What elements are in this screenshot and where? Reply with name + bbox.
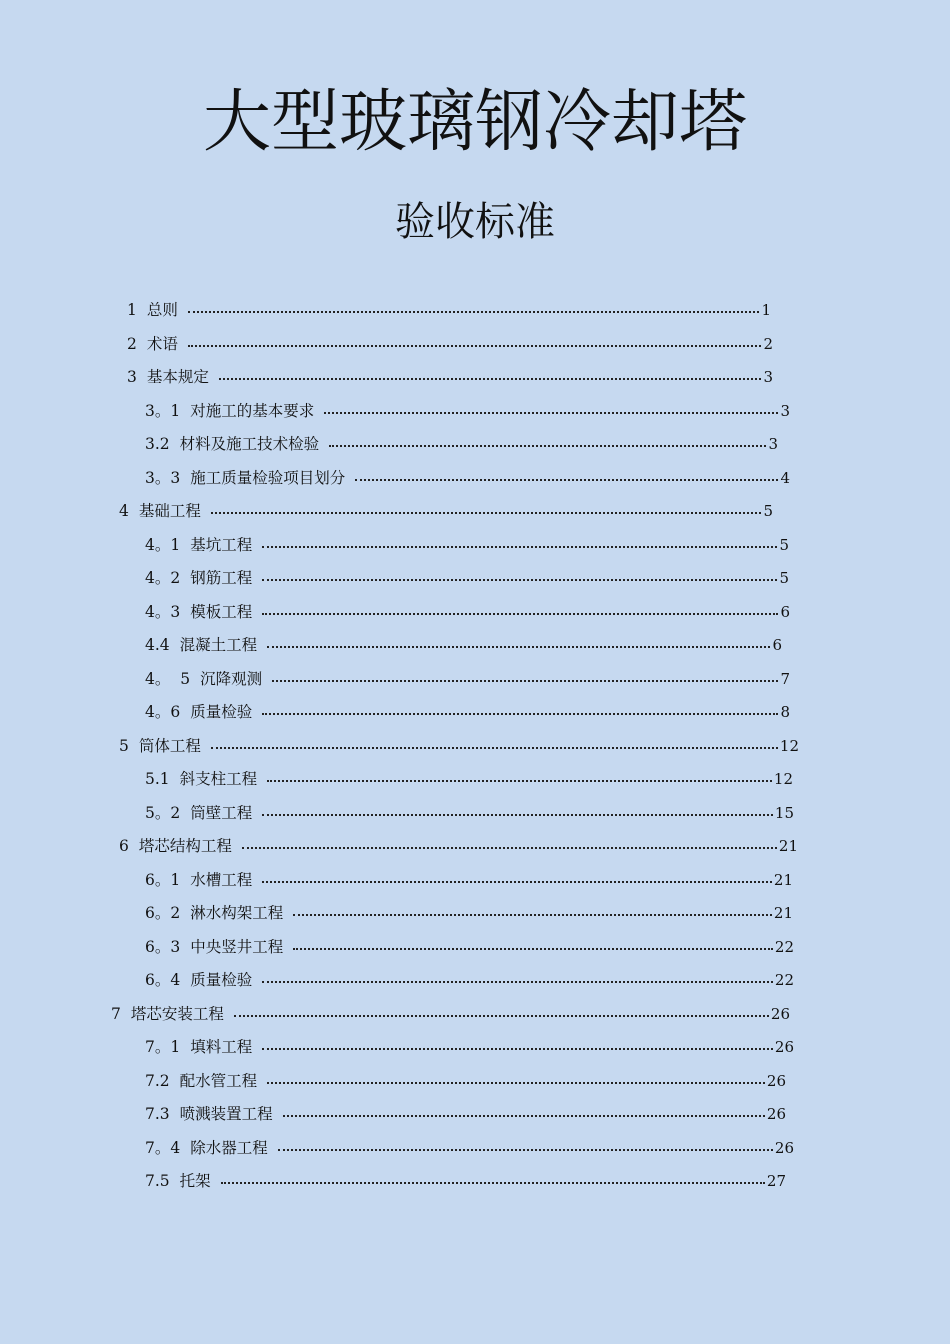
toc-entry-label: 托架 (179, 1172, 211, 1190)
toc-leader-dots (221, 1180, 765, 1184)
toc-entry (145, 700, 790, 726)
toc-leader-dots (293, 912, 772, 916)
toc-entry-label: 基本规定 (146, 368, 209, 386)
toc-entry (145, 566, 789, 592)
toc-leader-dots (234, 1013, 769, 1017)
toc-entry-page: 12 (779, 736, 799, 755)
toc-leader-dots (262, 1046, 773, 1050)
document-title: 大型玻璃钢冷却塔 (202, 83, 747, 162)
toc-entry-number: 4。 5 (145, 669, 191, 688)
toc-entry-number: 4。2 (145, 569, 181, 587)
toc-entry-label: 淋水构架工程 (190, 904, 284, 922)
toc-entry-page: 26 (770, 1004, 790, 1023)
toc-entry-page: 26 (766, 1105, 786, 1123)
toc-entry-label: 水槽工程 (190, 870, 253, 889)
toc-entry-number: 7 (111, 1004, 121, 1023)
toc-leader-dots (262, 577, 777, 581)
toc-leader-dots (262, 711, 778, 715)
toc-entry-number: 6。2 (145, 904, 181, 922)
toc-entry (145, 935, 794, 961)
toc-leader-dots (211, 745, 778, 749)
toc-leader-dots (211, 510, 762, 514)
toc-entry (145, 901, 793, 927)
toc-leader-dots (262, 979, 773, 983)
toc-entry-label: 喷溅装置工程 (179, 1105, 273, 1123)
toc-entry-number: 3。3 (145, 468, 181, 487)
toc-entry-label: 筒体工程 (138, 736, 201, 755)
toc-entry-number: 7.2 (145, 1071, 170, 1090)
toc-leader-dots (262, 544, 777, 548)
toc-entry-page: 26 (766, 1071, 786, 1090)
toc-entry-page: 5 (779, 535, 789, 554)
toc-entry-number: 3。1 (145, 401, 181, 420)
toc-entry-label: 基础工程 (138, 502, 201, 520)
toc-entry-number: 3.2 (145, 435, 170, 453)
toc-leader-dots (283, 1113, 765, 1117)
toc-entry (145, 399, 790, 425)
toc-entry (127, 298, 771, 324)
toc-entry-page: 3 (780, 401, 790, 420)
toc-entry (145, 801, 794, 827)
toc-leader-dots (329, 443, 766, 447)
toc-entry-page: 15 (774, 803, 794, 822)
toc-entry (127, 365, 773, 391)
toc-entry-label: 斜支柱工程 (179, 770, 258, 788)
toc-entry-number: 6。3 (145, 937, 181, 956)
toc-entry (145, 1136, 794, 1162)
toc-entry-number: 4.4 (145, 636, 170, 654)
toc-leader-dots (188, 309, 760, 313)
toc-entry-number: 1 (127, 301, 137, 319)
toc-entry-number: 6 (119, 837, 129, 855)
toc-entry-page: 21 (773, 904, 793, 922)
toc-entry-page: 26 (774, 1038, 794, 1056)
toc-entry (145, 1069, 786, 1095)
toc-entry-number: 2 (127, 334, 137, 353)
toc-leader-dots (267, 778, 772, 782)
document-subtitle: 验收标准 (395, 199, 555, 245)
toc-entry (145, 968, 794, 994)
toc-entry-number: 5.1 (145, 770, 170, 788)
toc-entry-number: 7。4 (145, 1138, 181, 1157)
toc-entry (119, 834, 798, 860)
toc-leader-dots (267, 644, 770, 648)
toc-entry (145, 600, 790, 626)
toc-entry-number: 4 (119, 502, 129, 520)
toc-leader-dots (293, 946, 773, 950)
toc-entry-number: 4。6 (145, 703, 181, 721)
toc-entry-number: 3 (127, 368, 137, 386)
toc-leader-dots (355, 477, 778, 481)
toc-leader-dots (262, 879, 772, 883)
toc-entry-label: 施工质量检验项目划分 (190, 468, 346, 487)
toc-entry (145, 1035, 794, 1061)
toc-entry-page: 5 (779, 569, 789, 587)
toc-entry-number: 4。3 (145, 602, 181, 621)
toc-entry-page: 21 (778, 837, 798, 855)
toc-entry-page: 7 (780, 669, 790, 688)
toc-entry-page: 26 (774, 1138, 794, 1157)
toc-entry-number: 6。1 (145, 870, 181, 889)
toc-entry (145, 868, 793, 894)
toc-entry (119, 499, 773, 525)
toc-entry (111, 1002, 790, 1028)
toc-leader-dots (267, 1080, 765, 1084)
toc-entry-number: 7.3 (145, 1105, 170, 1123)
toc-entry-page: 5 (763, 502, 773, 520)
toc-entry-page: 3 (763, 368, 773, 386)
toc-entry-number: 7。1 (145, 1038, 181, 1056)
toc-entry-number: 4。1 (145, 535, 181, 554)
toc-entry-label: 配水管工程 (179, 1071, 258, 1090)
toc-entry-page: 3 (768, 435, 778, 453)
toc-leader-dots (219, 376, 762, 380)
toc-entry-label: 质量检验 (190, 703, 253, 721)
toc-entry (119, 734, 799, 760)
toc-entry-label: 对施工的基本要求 (190, 401, 315, 420)
toc-leader-dots (262, 611, 778, 615)
toc-leader-dots (262, 812, 773, 816)
toc-entry-label: 沉降观测 (200, 669, 263, 688)
toc-leader-dots (188, 343, 762, 347)
toc-entry-page: 2 (763, 334, 773, 353)
toc-entry-label: 术语 (146, 334, 178, 353)
toc-entry-page: 6 (780, 602, 790, 621)
toc-leader-dots (272, 678, 778, 682)
toc-entry (145, 667, 790, 693)
toc-entry-number: 5 (119, 736, 129, 755)
toc-entry-label: 总则 (146, 301, 178, 319)
toc-entry (145, 767, 793, 793)
toc-entry-label: 质量检验 (190, 971, 253, 989)
toc-entry-number: 5。2 (145, 803, 181, 822)
toc-entry-label: 筒壁工程 (190, 803, 253, 822)
toc-leader-dots (278, 1147, 773, 1151)
toc-entry-label: 塔芯安装工程 (130, 1004, 224, 1023)
toc-entry-page: 27 (766, 1172, 786, 1190)
toc-entry (145, 1102, 786, 1128)
toc-entry-number: 6。4 (145, 971, 181, 989)
toc-entry-page: 21 (773, 870, 793, 889)
toc-entry (145, 633, 782, 659)
toc-entry (127, 332, 773, 358)
toc-entry-label: 除水器工程 (190, 1138, 268, 1157)
toc-entry (145, 466, 790, 492)
toc-entry-label: 基坑工程 (190, 535, 253, 554)
toc-entry-page: 6 (772, 636, 782, 654)
toc-entry-page: 12 (773, 770, 793, 788)
toc-entry-label: 模板工程 (190, 602, 253, 621)
toc-leader-dots (324, 410, 778, 414)
toc-entry-label: 钢筋工程 (190, 569, 253, 587)
toc-entry-label: 填料工程 (190, 1038, 253, 1056)
toc-entry (145, 432, 778, 458)
toc-entry-number: 7.5 (145, 1172, 170, 1190)
toc-entry-page: 22 (774, 971, 794, 989)
toc-entry-page: 1 (761, 301, 771, 319)
toc-entry-label: 中央竖井工程 (190, 937, 284, 956)
toc-entry-label: 混凝土工程 (179, 636, 258, 654)
toc-leader-dots (242, 845, 777, 849)
toc-entry-label: 塔芯结构工程 (138, 837, 232, 855)
toc-entry-page: 4 (780, 468, 790, 487)
toc-entry (145, 533, 789, 559)
toc-entry-page: 8 (780, 703, 790, 721)
toc-entry-page: 22 (774, 937, 794, 956)
toc-entry (145, 1169, 786, 1195)
toc-entry-label: 材料及施工技术检验 (179, 435, 320, 453)
